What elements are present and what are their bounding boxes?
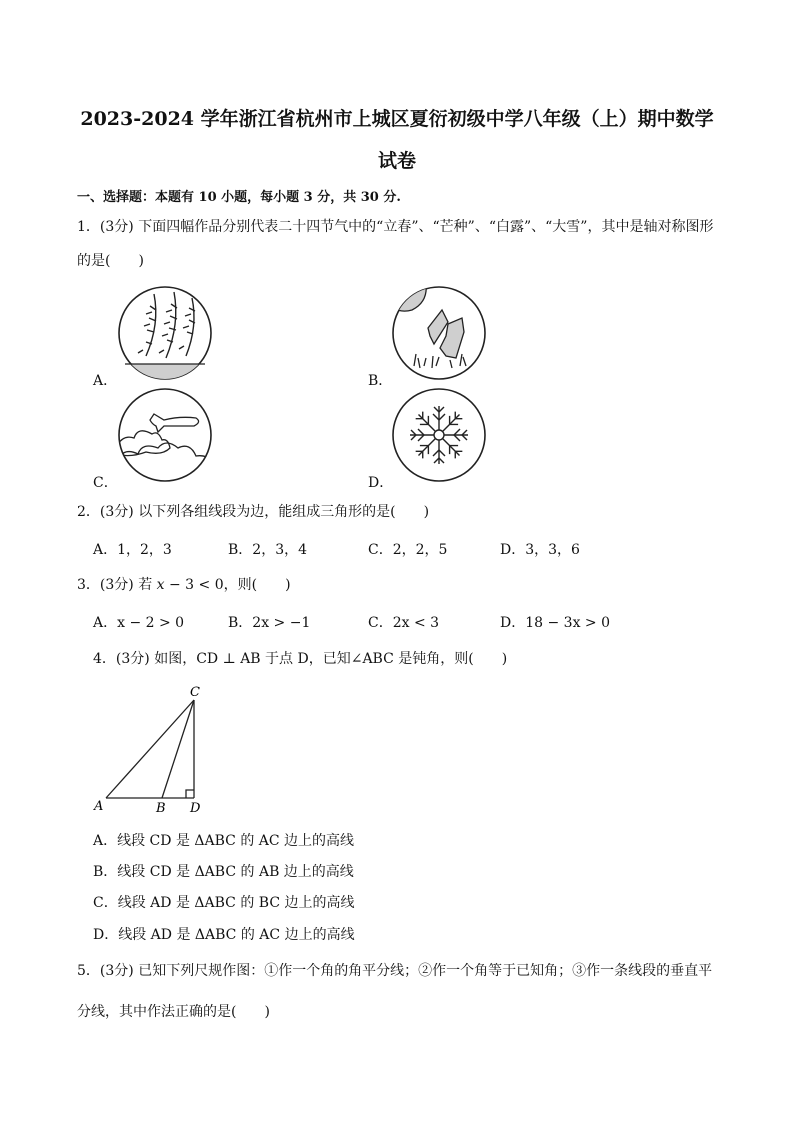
bird-clouds-icon <box>116 386 214 484</box>
exam-title-line2: 试卷 <box>377 150 416 172</box>
q2-option-c: C．2，2，5 <box>368 542 448 558</box>
q1-option-c-label: C． <box>93 475 118 491</box>
q2-option-d: D．3，3，6 <box>500 542 580 558</box>
q3-option-c: C．2x < 3 <box>368 615 440 631</box>
figure-label-a: A <box>94 799 104 814</box>
exam-title-line1: 2023-2024 学年浙江省杭州市上城区夏衍初级中学八年级（上）期中数学 <box>80 108 714 130</box>
q1-stem-line1: 1．(3分) 下面四幅作品分别代表二十四节气中的“立春”、“芒种”、“白露”、“大雪”，其中是轴对称图形 <box>77 219 714 235</box>
triangle-figure <box>90 680 220 818</box>
figure-label-b: B <box>156 801 166 816</box>
willow-branches-icon <box>116 284 214 382</box>
q1-option-d-label: D． <box>368 475 394 491</box>
q2-option-b: B．2，3，4 <box>228 542 308 558</box>
sun-mountain-grass-icon <box>390 284 488 382</box>
figure-label-d: D <box>190 801 201 816</box>
q4-option-d: D．线段 AD 是 ΔABC 的 AC 边上的高线 <box>93 927 355 943</box>
q5-stem-line2: 分线，其中作法正确的是( ) <box>77 1004 270 1020</box>
figure-label-c: C <box>190 685 200 700</box>
q2-option-a: A．1，2，3 <box>93 542 172 558</box>
q4-option-a: A．线段 CD 是 ΔABC 的 AC 边上的高线 <box>93 833 355 849</box>
section-heading: 一、选择题：本题有 10 小题，每小题 3 分，共 30 分. <box>77 190 401 205</box>
q4-option-c: C．线段 AD 是 ΔABC 的 BC 边上的高线 <box>93 895 355 911</box>
q2-stem: 2．(3分) 以下列各组线段为边，能组成三角形的是( ) <box>77 504 430 520</box>
snowflake-icon <box>390 386 488 484</box>
q3-stem <box>77 574 291 594</box>
q3-stem-variable: x <box>156 577 165 593</box>
q3-option-a: A．x − 2 > 0 <box>93 615 185 631</box>
q1-stem-line2: 的是( ) <box>77 253 144 269</box>
q1-option-a-label: A． <box>93 373 118 389</box>
q3-stem-suffix: − 3 < 0，则( ) <box>164 577 291 593</box>
q5-stem-line1: 5．(3分) 已知下列尺规作图：①作一个角的角平分线；②作一个角等于已知角；③作一条线段的垂直平 <box>77 963 713 979</box>
q3-stem-prefix: 3．(3分) 若 <box>77 577 157 593</box>
q3-option-d: D．18 − 3x > 0 <box>500 615 611 631</box>
q4-stem: 4．(3分) 如图，CD ⊥ AB 于点 D，已知∠ABC 是钝角，则( ) <box>93 651 508 667</box>
q1-option-b-label: B． <box>368 373 393 389</box>
q4-option-b: B．线段 CD 是 ΔABC 的 AB 边上的高线 <box>93 864 354 880</box>
q3-option-b: B．2x > −1 <box>228 615 311 631</box>
